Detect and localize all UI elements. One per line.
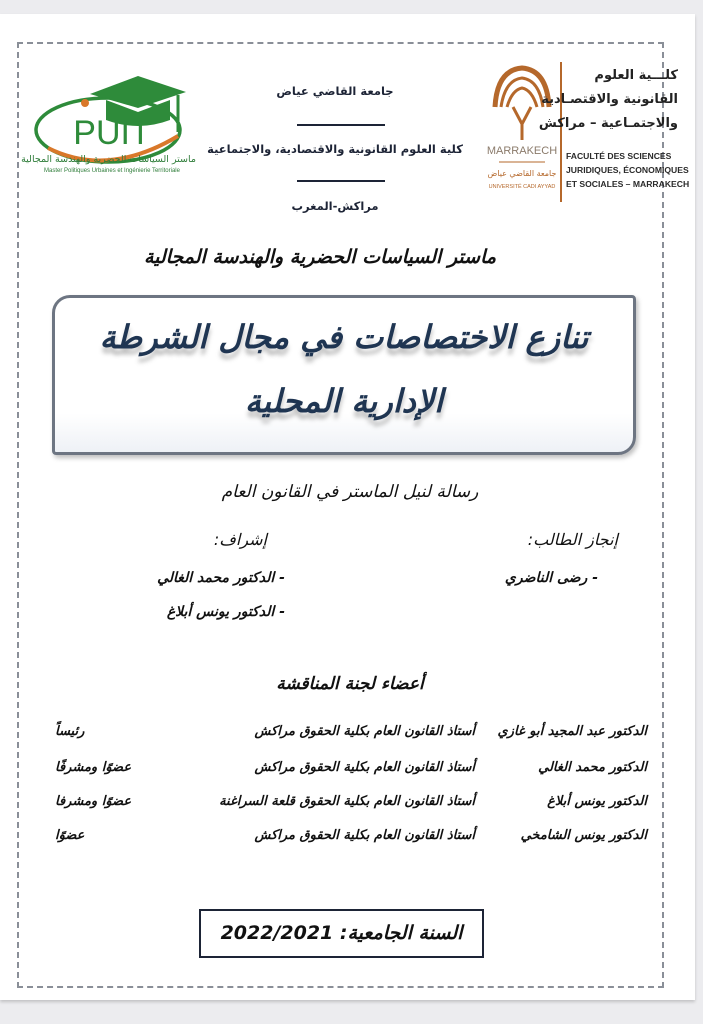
student-label: إنجاز الطالب:	[527, 530, 618, 549]
faculty-ar-line2: القانونية والاقتصـادية	[541, 92, 678, 107]
logo-divider	[560, 62, 562, 202]
logo-acronym: PUIT	[73, 114, 151, 152]
supervisor-name: - الدكتور يونس أبلاغ	[166, 604, 285, 620]
thesis-title-line1: تنازع الاختصاصات في مجال الشرطة	[99, 318, 589, 356]
member-name: الدكتور عبد المجيد أبو غازي	[497, 724, 647, 739]
member-role: عضوًا ومشرفا	[55, 794, 132, 809]
member-role: رئيساً	[55, 724, 85, 739]
thesis-degree-label: رسالة لنيل الماستر في القانون العام	[221, 482, 479, 502]
thesis-title-line2: الإدارية المحلية	[244, 382, 444, 420]
faculty-fr-line3: ET SOCIALES – MARRAKECH	[566, 179, 690, 189]
faculty-ar-line1: كلـــية العلوم	[594, 68, 678, 83]
member-position: أستاذ القانون العام بكلية الحقوق مراكش	[254, 828, 475, 843]
city-country: مراكش-المغرب	[291, 199, 379, 213]
committee-row	[55, 794, 647, 818]
committee-title: أعضاء لجنة المناقشة	[276, 674, 424, 694]
committee-row	[55, 760, 647, 784]
supervision-label: إشراف:	[213, 530, 267, 549]
master-program: ماستر السياسات الحضرية والهندسة المجالية	[143, 246, 497, 268]
committee-row	[55, 724, 647, 748]
header-separator	[297, 124, 385, 126]
marrakech-logo	[487, 62, 557, 202]
faculty-name: كلية العلوم القانونية والاقتصادية، والاجتماعية	[207, 142, 463, 156]
puit-logo	[21, 48, 196, 198]
member-role: عضوًا ومشرفًا	[55, 760, 132, 775]
faculty-ar-line3: والاجتمـاعية – مراكش	[538, 116, 678, 131]
faculty-fr-line2: JURIDIQUES, ÉCONOMIQUES	[566, 165, 689, 175]
university-name: جامعة القاضي عياض	[276, 84, 394, 98]
logo-dot	[81, 99, 89, 107]
supervisor-name: - الدكتور محمد الغالي	[157, 570, 285, 586]
logo-city: MARRAKECH	[487, 145, 557, 157]
member-position: أستاذ القانون العام بكلية الحقوق قلعة السراغنة	[219, 794, 475, 809]
member-position: أستاذ القانون العام بكلية الحقوق مراكش	[254, 724, 475, 739]
logo-university-fr: UNIVERSITÉ CADI AYYAD	[488, 184, 556, 190]
header-separator	[297, 180, 385, 182]
committee-row	[55, 828, 647, 852]
puit-french-caption: Master Politiques Urbaines et Ingénierie Territoriale	[44, 168, 180, 174]
academic-year	[199, 922, 484, 944]
member-name: الدكتور يونس الشامخي	[520, 828, 647, 843]
member-name: الدكتور يونس أبلاغ	[547, 794, 647, 809]
faculty-fr-line1: FACULTÉ DES SCIENCES	[566, 151, 672, 161]
member-position: أستاذ القانون العام بكلية الحقوق مراكش	[254, 760, 475, 775]
cap-top	[90, 76, 186, 108]
student-name: - رضى الناضري	[504, 570, 598, 586]
member-name: الدكتور محمد الغالي	[538, 760, 647, 775]
member-role: عضوًا	[55, 828, 85, 843]
logo-university-ar: جامعة القاضي عياض	[487, 169, 557, 178]
puit-arabic-caption: ماستر السياسات الحضرية والهندسة المجالية	[21, 154, 196, 165]
academic-year-value: 2022/2021	[220, 922, 334, 944]
academic-year-label: السنة الجامعية:	[339, 922, 463, 944]
